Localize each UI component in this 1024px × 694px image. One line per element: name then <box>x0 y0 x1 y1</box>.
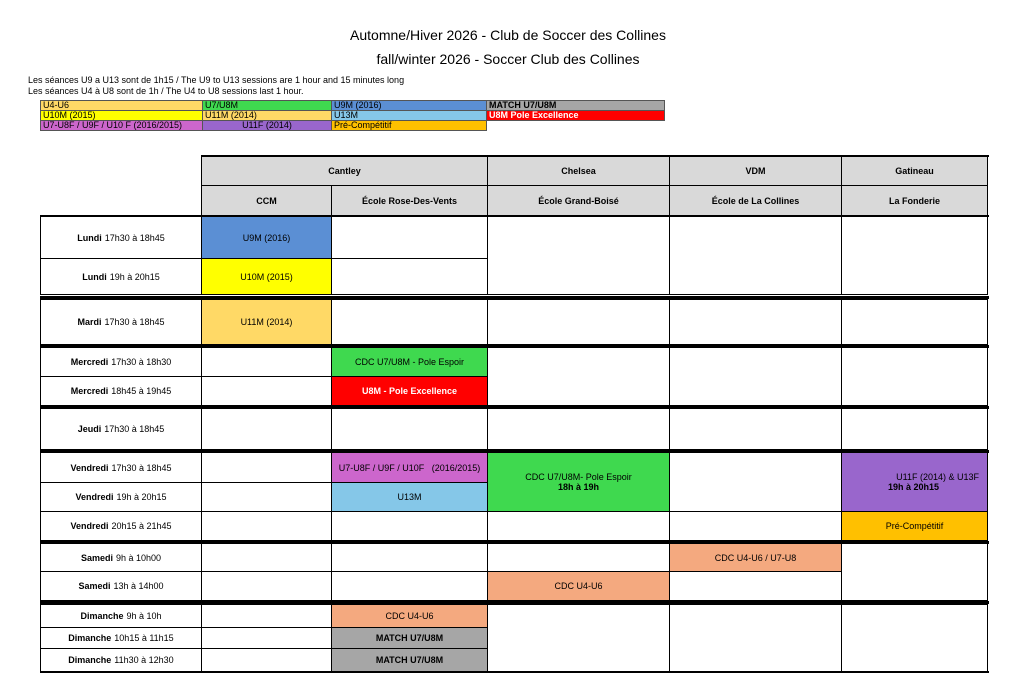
empty-cell <box>201 482 332 512</box>
city-vdm: VDM <box>669 156 842 186</box>
empty-cell <box>331 571 488 601</box>
row-label-vendredi-2: Vendredi 19h à 20h15 <box>40 482 202 512</box>
session-time: 18h à 19h <box>558 482 600 492</box>
session-cdc-u4-u6-chelsea: CDC U4-U6 <box>487 571 670 601</box>
empty-cell <box>331 543 488 572</box>
legend <box>40 100 665 131</box>
empty-cell <box>487 216 670 295</box>
empty-cell <box>201 627 332 649</box>
session-cdc-u7-u8m-pole-espoir: CDC U7/U8M - Pole Espoir <box>331 347 488 377</box>
empty-cell <box>201 408 332 450</box>
session-u9m: U9M (2016) <box>201 216 332 259</box>
note-duration-u9-u13: Les séances U9 a U13 sont de 1h15 / The U9 to U13 sessions are 1 hour and 15 minutes long <box>28 75 405 85</box>
empty-cell <box>841 543 988 601</box>
empty-cell <box>487 299 670 345</box>
empty-cell <box>487 511 670 541</box>
row-label-vendredi-3: Vendredi 20h15 à 21h45 <box>40 511 202 541</box>
session-label: U11F (2014) & U13F <box>896 472 979 482</box>
row-label-jeudi: Jeudi 17h30 à 18h45 <box>40 408 202 450</box>
empty-cell <box>669 299 842 345</box>
week-separator <box>40 541 989 544</box>
empty-cell <box>201 648 332 672</box>
page-subtitle: fall/winter 2026 - Soccer Club des Collines <box>376 51 640 67</box>
week-separator <box>40 406 989 409</box>
row-label-mardi: Mardi 17h30 à 18h45 <box>40 299 202 345</box>
legend-u11m: U11M (2014) <box>203 111 332 121</box>
note-duration-u4-u8: Les séances U4 à U8 sont de 1h / The U4 to U8 sessions last 1 hour. <box>28 86 304 96</box>
empty-cell <box>201 376 332 406</box>
empty-cell <box>331 216 488 259</box>
empty-cell <box>201 511 332 541</box>
session-u11f-u13f <box>841 452 988 512</box>
session-pre-competitif: Pré-Compétitif <box>841 511 988 541</box>
city-chelsea: Chelsea <box>487 156 670 186</box>
empty-cell <box>201 571 332 601</box>
empty-cell <box>841 216 988 295</box>
session-time: 19h à 20h15 <box>888 482 940 492</box>
empty-cell <box>669 511 842 541</box>
venue-ccm: CCM <box>201 185 332 216</box>
page-title: Automne/Hiver 2026 - Club de Soccer des Collines <box>350 27 666 43</box>
venue-la-fonderie: La Fonderie <box>841 185 988 216</box>
legend-u4-u6: U4-U6 <box>41 101 203 111</box>
week-separator <box>40 345 989 348</box>
empty-cell <box>669 216 842 295</box>
table-border-top <box>201 155 989 157</box>
session-match-u7-u8m: MATCH U7/U8M <box>331 627 488 649</box>
empty-cell <box>487 604 670 672</box>
empty-cell <box>487 347 670 406</box>
empty-cell <box>669 571 842 601</box>
row-label-mercredi-2: Mercredi 18h45 à 19h45 <box>40 376 202 406</box>
week-separator <box>40 601 989 604</box>
city-gatineau: Gatineau <box>841 156 988 186</box>
empty-cell <box>201 604 332 628</box>
empty-cell <box>201 452 332 483</box>
legend-u13m: U13M <box>332 111 487 121</box>
session-u10m: U10M (2015) <box>201 258 332 295</box>
empty-cell <box>841 604 988 672</box>
table-border-header <box>40 215 989 217</box>
empty-cell <box>669 604 842 672</box>
table-border-bottom <box>40 671 989 673</box>
legend-u10m: U10M (2015) <box>41 111 203 121</box>
session-u13m: U13M <box>331 482 488 512</box>
legend-u8m-pole: U8M Pole Excellence <box>487 111 665 121</box>
session-cdc-u4-u6: CDC U4-U6 <box>331 604 488 628</box>
legend-empty <box>487 121 665 131</box>
row-label-dimanche-1: Dimanche 9h à 10h <box>40 604 202 628</box>
empty-cell <box>201 543 332 572</box>
week-separator <box>40 450 989 453</box>
empty-cell <box>331 258 488 295</box>
legend-match: MATCH U7/U8M <box>487 101 665 111</box>
empty-cell <box>201 347 332 377</box>
row-label-lundi-1: Lundi 17h30 à 18h45 <box>40 216 202 259</box>
empty-cell <box>841 299 988 345</box>
session-u8m-pole-excellence: U8M - Pole Excellence <box>331 376 488 406</box>
empty-cell <box>841 347 988 406</box>
empty-cell <box>331 408 488 450</box>
row-label-vendredi-1: Vendredi 17h30 à 18h45 <box>40 452 202 483</box>
legend-u7-u8f: U7-U8F / U9F / U10 F (2016/2015) <box>41 121 203 131</box>
empty-cell <box>331 511 488 541</box>
session-u7-u8f-u9f-u10f: U7-U8F / U9F / U10F (2016/2015) <box>331 452 488 483</box>
city-cantley: Cantley <box>201 156 488 186</box>
empty-cell <box>669 408 842 450</box>
week-separator <box>40 296 989 299</box>
empty-cell <box>841 408 988 450</box>
empty-cell <box>331 299 488 345</box>
empty-cell <box>669 452 842 512</box>
row-label-dimanche-3: Dimanche 11h30 à 12h30 <box>40 648 202 672</box>
empty-cell <box>487 543 670 572</box>
legend-u11f: U11F (2014) <box>203 121 332 131</box>
legend-u9m: U9M (2016) <box>332 101 487 111</box>
venue-de-la-collines: École de La Collines <box>669 185 842 216</box>
row-label-mercredi-1: Mercredi 17h30 à 18h30 <box>40 347 202 377</box>
venue-rose-des-vents: École Rose-Des-Vents <box>331 185 488 216</box>
row-label-lundi-2: Lundi 19h à 20h15 <box>40 258 202 295</box>
session-label: CDC U7/U8M- Pole Espoir <box>525 472 632 482</box>
row-label-samedi-2: Samedi 13h à 14h00 <box>40 571 202 601</box>
empty-cell <box>669 347 842 406</box>
empty-cell <box>487 408 670 450</box>
legend-precomp: Pré-Compétitif <box>332 121 487 131</box>
session-cdc-u4-u6-u7-u8: CDC U4-U6 / U7-U8 <box>669 543 842 572</box>
row-label-dimanche-2: Dimanche 10h15 à 11h15 <box>40 627 202 649</box>
venue-grand-boise: École Grand-Boisé <box>487 185 670 216</box>
session-u11m: U11M (2014) <box>201 299 332 345</box>
session-match-u7-u8m: MATCH U7/U8M <box>331 648 488 672</box>
row-label-samedi-1: Samedi 9h à 10h00 <box>40 543 202 572</box>
legend-u7-u8m: U7/U8M <box>203 101 332 111</box>
session-chelsea-cdc-u7-u8m <box>487 452 670 512</box>
